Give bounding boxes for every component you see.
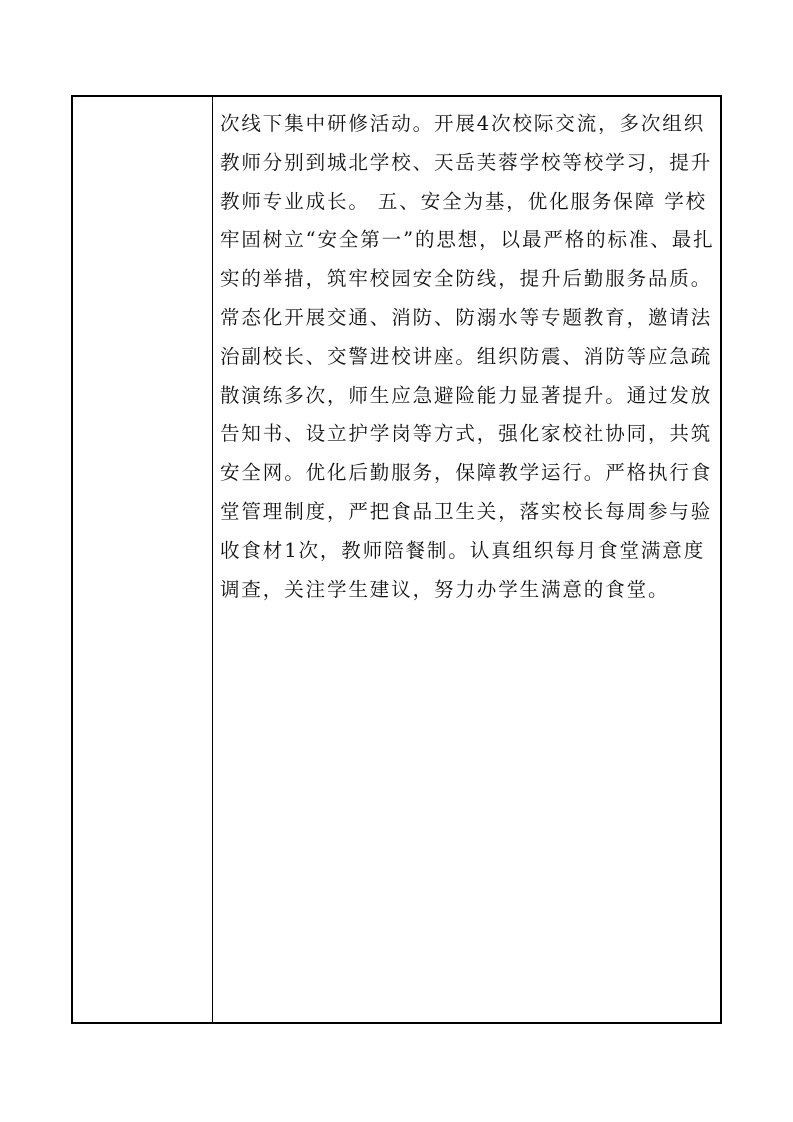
paragraph-line: 散演练多次，师生应急避险能力显著提升。通过发放 (220, 383, 713, 407)
paragraph-line: 实的举措，筑牢校园安全防线，提升后勤服务品质。 (220, 267, 713, 291)
paragraph-line: 牢固树立“安全第一”的思想，以最严格的标准、最扎 (220, 228, 715, 252)
paragraph-line: 安全网。优化后勤服务，保障教学运行。严格执行食 (220, 461, 713, 485)
paragraph-line: 常态化开展交通、消防、防溺水等专题教育，邀请法 (220, 305, 713, 329)
paragraph-line: 次线下集中研修活动。开展4次校际交流，多次组织 (220, 112, 706, 135)
paragraph-line: 告知书、设立护学岗等方式，强化家校社协同，共筑 (220, 422, 713, 446)
paragraph-line: 收食材1次，教师陪餐制。认真组织每月食堂满意度 (220, 538, 706, 562)
column-divider (212, 97, 213, 1022)
paragraph-line: 调查，关注学生建议，努力办学生满意的食堂。 (220, 577, 670, 601)
table-right-cell (220, 105, 715, 609)
paragraph-line: 堂管理制度，严把食品卫生关，落实校长每周参与验 (220, 499, 713, 523)
paragraph-line: 教师专业成长。 五、安全为基，优化服务保障 学校 (220, 189, 707, 213)
table-left-cell (73, 97, 212, 1022)
paragraph-line: 治副校长、交警进校讲座。组织防震、消防等应急疏 (220, 344, 713, 368)
paragraph-line: 教师分别到城北学校、天岳芙蓉学校等校学习，提升 (220, 150, 713, 174)
content-table (71, 95, 722, 1024)
